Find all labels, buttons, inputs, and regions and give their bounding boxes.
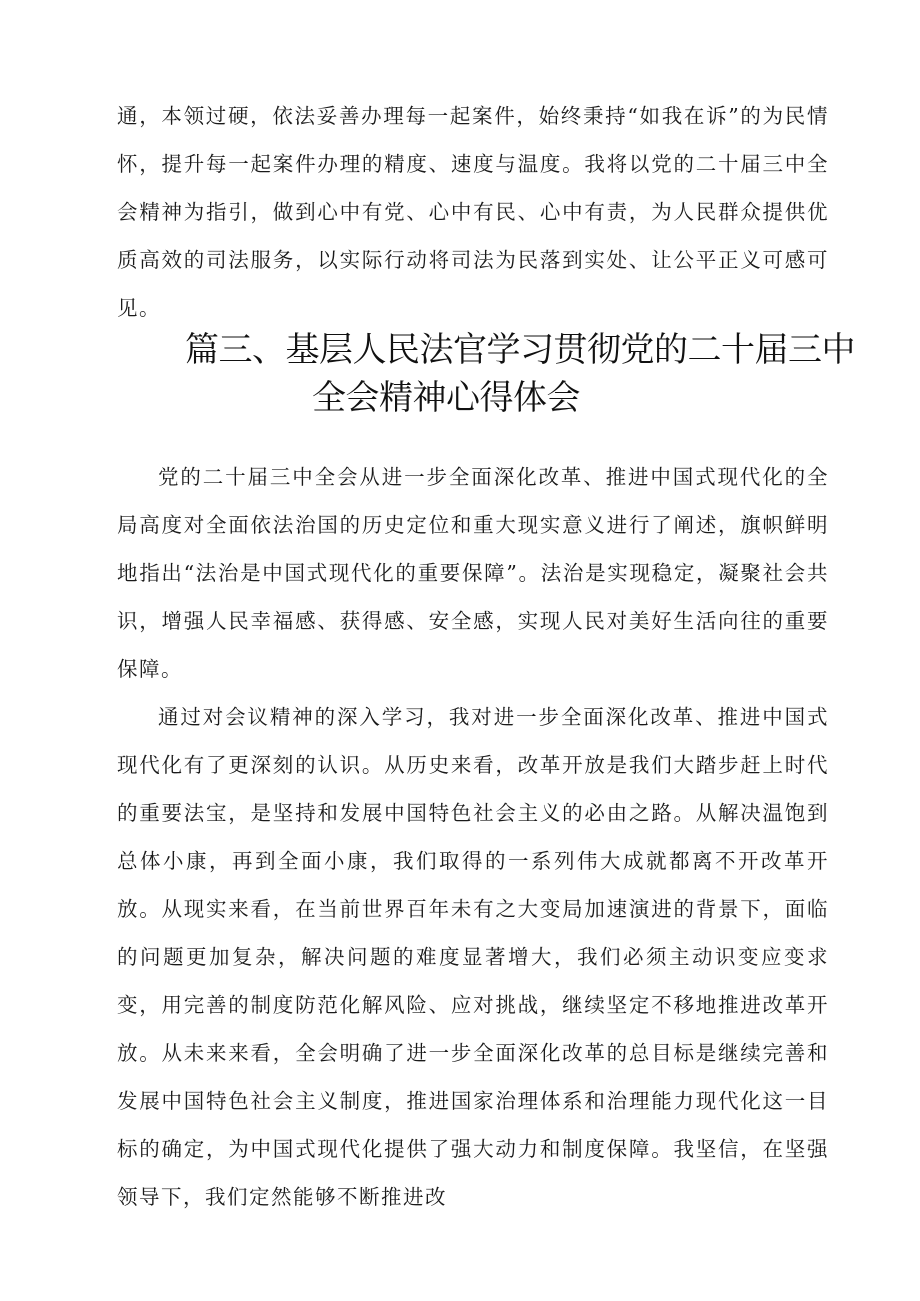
section-heading [117,326,855,422]
body-paragraph: 通过对会议精神的深入学习，我对进一步全面深化改革、推进中国式现代化有了更深刻的认识。从历史来看，改革开放是我们大踏步赶上时代的重要法宝，是坚持和发展中国特色社会主义的必由之路。从解决温饱到总体小康，再到全面小康，我们取得的一系列伟大成就都离不开改革开放。从现实来看，在当前世界百年未有之大变局加速演进的背景下，面临的问题更加复杂，解决问题的难度显著增大，我们必须主动识变应变求变，用完善的制度防范化解风险、应对挑战，继续坚定不移地推进改革开放。从未来来看，全会明确了进一步全面深化改革的总目标是继续完善和发展中国特色社会主义制度，推进国家治理体系和治理能力现代化这一目标的确定，为中国式现代化提供了强大动力和制度保障。我坚信，在坚强领导下，我们定然能够不断推进改 [117,705,829,1209]
body-text [117,453,829,1221]
continuation-paragraph: 通，本领过硬，依法妥善办理每一起案件，始终秉持“如我在诉”的为民情怀，提升每一起案件办理的精度、速度与温度。我将以党的二十届三中全会精神为指引，做到心中有党、心中有民、心中有责，为人民群众提供优质高效的司法服务，以实际行动将司法为民落到实处、让公平正义可感可见。 [117,104,829,320]
body-paragraph: 党的二十届三中全会从进一步全面深化改革、推进中国式现代化的全局高度对全面依法治国的历史定位和重大现实意义进行了阐述，旗帜鲜明地指出“法治是中国式现代化的重要保障”。法治是实现稳定，凝聚社会共识，增强人民幸福感、获得感、安全感，实现人民对美好生活向往的重要保障。 [117,465,829,681]
section-heading-line-1: 篇三、基层人民法官学习贯彻党的二十届三中 [185,330,855,370]
section-heading-line-2: 全会精神心得体会 [312,378,580,418]
